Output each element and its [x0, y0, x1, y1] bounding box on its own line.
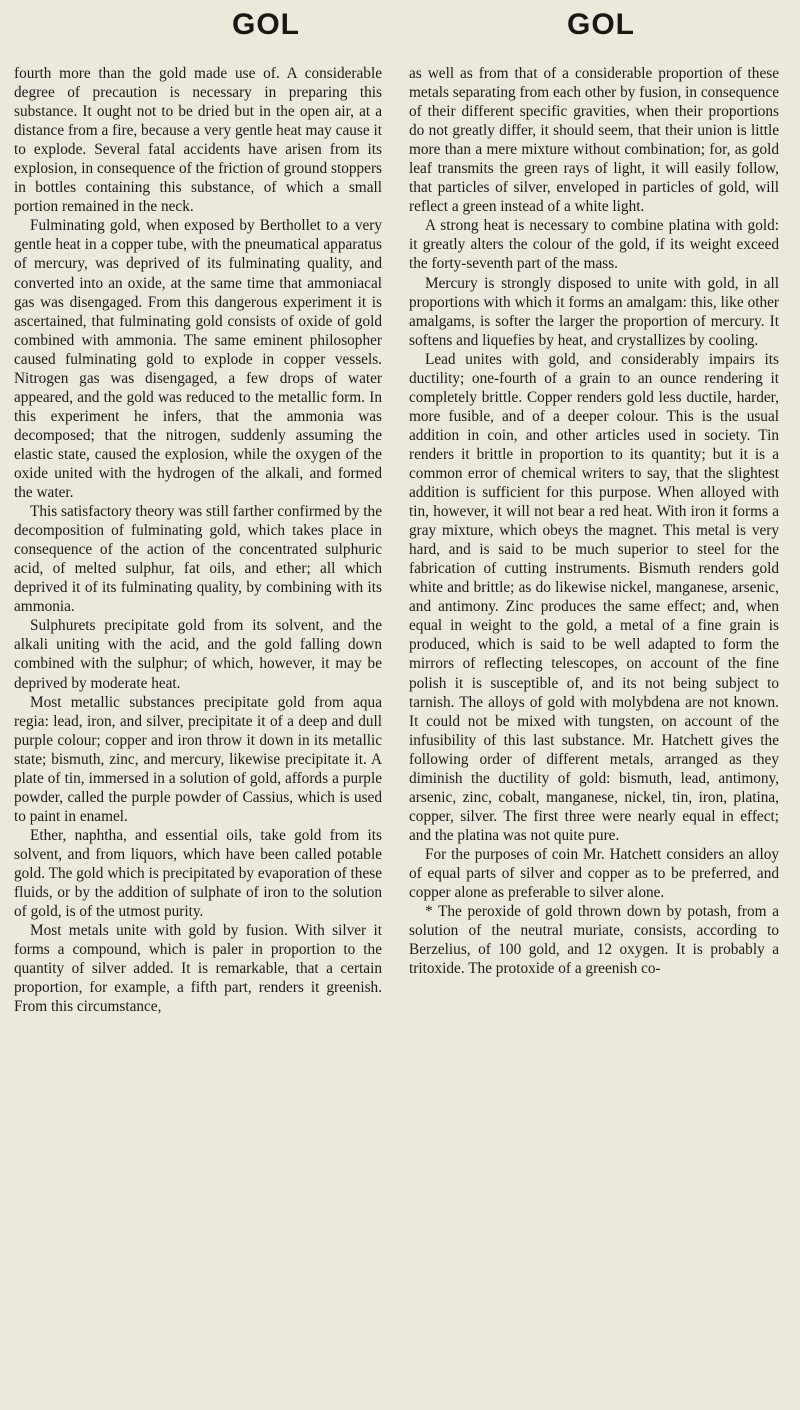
paragraph: Sulphurets precipitate gold from its solvent, and the alkali uniting with the acid, and the gold falling down combined with the sulphur; of which, however, it may be deprived by moderate heat. [14, 617, 382, 692]
footnote: * The peroxide of gold thrown down by potash, from a solution of the neutral muriate, consists, according to Berzelius, of 100 gold, and 12 oxygen. It is probably a tritoxide. The protoxide of a greenish co- [409, 903, 779, 978]
paragraph: Mercury is strongly disposed to unite with gold, in all proportions with which it forms an amalgam: this, like other amalgams, is softer the larger the proportion of mercury. It softens and liquefies by heat, and crystallizes by cooling. [409, 274, 779, 349]
paragraph: Fulminating gold, when exposed by Berthollet to a very gentle heat in a copper tube, with the pneumatical apparatus of mercury, was deprived of its fulminating quality, and converted into an oxide, at the same time that ammoniacal gas was disengaged. From this dangerous experiment it is ascertained, that fulminating gold consists of oxide of gold combined with ammonia. The same eminent philosopher caused fulminating gold to explode in copper vessels. Nitrogen gas was disengaged, a few drops of water appeared, and the gold was reduced to the metallic form. In this experiment he infers, that the ammonia was decomposed; that the nitrogen, suddenly assuming the elastic state, caused the explosion, while the oxygen of the oxide united with the hydrogen of the alkali, and formed the water. [14, 217, 382, 502]
paragraph: as well as from that of a considerable proportion of these metals separating from each other by fusion, in consequence of their different specific gravities, when their proportions do not greatly differ, it should seem, that their union is little more than a mere mixture without combination; for, as gold leaf transmits the green rays of light, it will easily follow, that particles of silver, enveloped in particles of gold, will reflect a green instead of a white light. [409, 65, 779, 216]
header-right-word: GOL [567, 8, 635, 41]
paragraph: fourth more than the gold made use of. A considerable degree of precaution is necessary in preparing this substance. It ought not to be dried but in the open air, at a distance from a fire, because a very gentle heat may cause it to explode. Several fatal accidents have arisen from its explosion, in consequence of the friction of ground stoppers in bottles containing this substance, of which a small portion remained in the neck. [14, 65, 382, 216]
paragraph: This satisfactory theory was still farther confirmed by the decomposition of fulminating gold, which takes place in consequence of the action of the concentrated sulphuric acid, of melted sulphur, fat oils, and ether; all which deprived it of its fulminating quality, by combining with its ammonia. [14, 503, 382, 616]
paragraph: Lead unites with gold, and considerably impairs its ductility; one-fourth of a grain to an ounce rendering it completely brittle. Copper renders gold less ductile, harder, more fusible, and of a deeper colour. This is the usual addition in coin, and other articles used in society. Tin renders it brittle in proportion to its quantity; but it is a common error of chemical writers to say, that the slightest addition is sufficient for this purpose. When alloyed with tin, however, it will not bear a red heat. With iron it forms a gray mixture, which obeys the magnet. This metal is very hard, and is said to be much superior to steel for the fabrication of cutting instruments. Bismuth renders gold white and brittle; as do likewise nickel, manganese, arsenic, and antimony. Zinc produces the same effect; and, when equal in weight to the gold, a metal of a fine grain is produced, which is said to be well adapted to form the mirrors of reflecting telescopes, on account of the fine polish it is susceptible of, and its not being subject to tarnish. The alloys of gold with molybdena are not known. It could not be mixed with tungsten, on account of the infusibility of this last substance. Mr. Hatchett gives the following order of different metals, arranged as they diminish the ductility of gold: bismuth, lead, antimony, arsenic, zinc, cobalt, manganese, nickel, tin, iron, platina, copper, silver. The first three were nearly equal in effect; and the platina was not quite pure. [409, 350, 779, 844]
paragraph: Most metallic substances precipitate gold from aqua regia: lead, iron, and silver, precipitate it of a deep and dull purple colour; copper and iron throw it down in its metallic state; bismuth, zinc, and mercury, likewise precipitate it. A plate of tin, immersed in a solution of gold, affords a purple powder, called the purple powder of Cassius, which is used to paint in enamel. [14, 693, 382, 825]
left-column [14, 64, 382, 1016]
paragraph: A strong heat is necessary to combine platina with gold: it greatly alters the colour of the gold, if its weight exceed the forty-seventh part of the mass. [409, 217, 779, 273]
paragraph: For the purposes of coin Mr. Hatchett considers an alloy of equal parts of silver and copper as to be preferred, and copper alone as preferable to silver alone. [409, 845, 779, 902]
paragraph: Ether, naphtha, and essential oils, take gold from its solvent, and from liquors, which have been called potable gold. The gold which is precipitated by evaporation of these fluids, or by the addition of sulphate of iron to the solution of gold, is of the utmost purity. [14, 826, 382, 921]
paragraph: Most metals unite with gold by fusion. With silver it forms a compound, which is paler in proportion to the quantity of silver added. It is remarkable, that a certain proportion, for example, a fifth part, renders it greenish. From this circumstance, [14, 922, 382, 1016]
running-header [0, 8, 800, 52]
header-left-word: GOL [232, 8, 300, 41]
right-column [409, 64, 779, 978]
